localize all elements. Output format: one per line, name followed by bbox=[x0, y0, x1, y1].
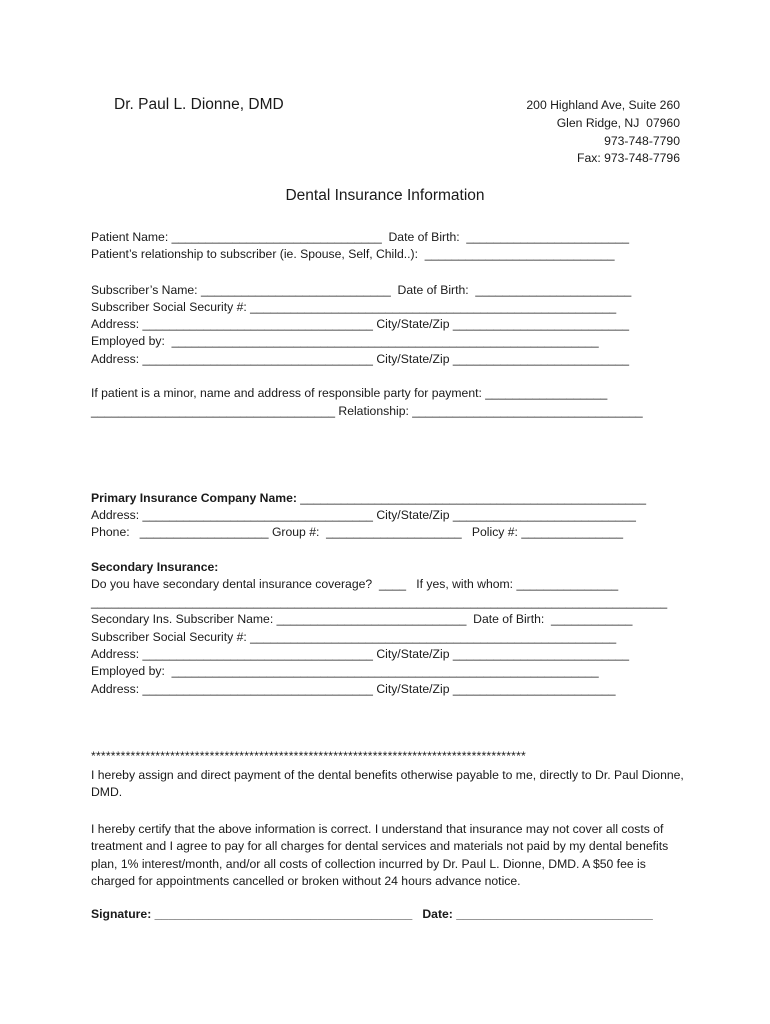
subscriber-employer-field[interactable]: Employed by: _______________________________________________________________ bbox=[91, 334, 599, 348]
office-address-city: Glen Ridge, NJ 07960 bbox=[556, 116, 680, 130]
separator-line: **************************************************************************************** bbox=[91, 749, 526, 763]
primary-insurance-label: Primary Insurance Company Name: bbox=[91, 491, 297, 505]
subscriber-address-field[interactable]: Address: __________________________________ City/State/Zip __________________________ bbox=[91, 317, 630, 331]
secondary-blank-line[interactable]: _____________________________________________________________________________________ bbox=[91, 595, 668, 609]
secondary-address-field[interactable]: Address: __________________________________ City/State/Zip __________________________ bbox=[91, 647, 630, 661]
secondary-employer-address-field[interactable]: Address: __________________________________ City/State/Zip ________________________ bbox=[91, 682, 616, 696]
subscriber-name-field[interactable]: Subscriber’s Name: ____________________________ Date of Birth: _______________________ bbox=[91, 283, 632, 297]
assignment-statement: I hereby assign and direct payment of the dental benefits otherwise payable to me, directly to Dr. Paul Dionne, DMD. bbox=[91, 768, 684, 800]
subscriber-ssn-field[interactable]: Subscriber Social Security #: ______________________________________________________ bbox=[91, 300, 617, 314]
office-phone: 973-748-7790 bbox=[604, 134, 680, 148]
secondary-subscriber-field[interactable]: Secondary Ins. Subscriber Name: ____________________________ Date of Birth: ____________ bbox=[91, 612, 633, 626]
subscriber-employer-address-field[interactable]: Address: __________________________________ City/State/Zip __________________________ bbox=[91, 352, 630, 366]
certification-statement: I hereby certify that the above information is correct. I understand that insurance may not cover all costs of treatment and I agree to pay for all charges for dental services and materials not paid by my dental benefits plan, 1% interest/month, and/or all costs of collection incurred by Dr. Paul L. Dionne, DMD. A $50 fee is charged for appointments cancelled or broken without 24 hours advance notice. bbox=[91, 822, 669, 889]
responsible-party-field[interactable]: If patient is a minor, name and address of responsible party for payment: __________________ bbox=[91, 386, 608, 400]
patient-name-field[interactable]: Patient Name: _______________________________ Date of Birth: ________________________ bbox=[91, 230, 630, 244]
primary-insurance-blank[interactable]: ___________________________________________________ bbox=[296, 491, 646, 505]
secondary-employer-field[interactable]: Employed by: _______________________________________________________________ bbox=[91, 664, 599, 678]
primary-insurance-name-field[interactable] bbox=[91, 491, 646, 505]
office-address-street: 200 Highland Ave, Suite 260 bbox=[526, 98, 680, 112]
secondary-ssn-field[interactable]: Subscriber Social Security #: ______________________________________________________ bbox=[91, 630, 617, 644]
form-title: Dental Insurance Information bbox=[285, 187, 485, 204]
secondary-insurance-heading: Secondary Insurance: bbox=[91, 560, 219, 574]
patient-relationship-field[interactable]: Patient’s relationship to subscriber (ie. Spouse, Self, Child..): ____________________________ bbox=[91, 247, 615, 261]
signature-date-field[interactable]: Signature: ______________________________________ Date: _____________________________ bbox=[91, 907, 653, 921]
primary-address-field[interactable]: Address: __________________________________ City/State/Zip ___________________________ bbox=[91, 508, 636, 522]
responsible-relationship-field[interactable]: ____________________________________ Relationship: __________________________________ bbox=[91, 404, 643, 418]
primary-phone-group-policy-field[interactable]: Phone: ___________________ Group #: ____________________ Policy #: _______________ bbox=[91, 525, 623, 539]
doctor-name: Dr. Paul L. Dionne, DMD bbox=[114, 96, 284, 113]
secondary-coverage-field[interactable]: Do you have secondary dental insurance coverage? ____ If yes, with whom: _______________ bbox=[91, 577, 619, 591]
office-fax: Fax: 973-748-7796 bbox=[577, 151, 680, 165]
